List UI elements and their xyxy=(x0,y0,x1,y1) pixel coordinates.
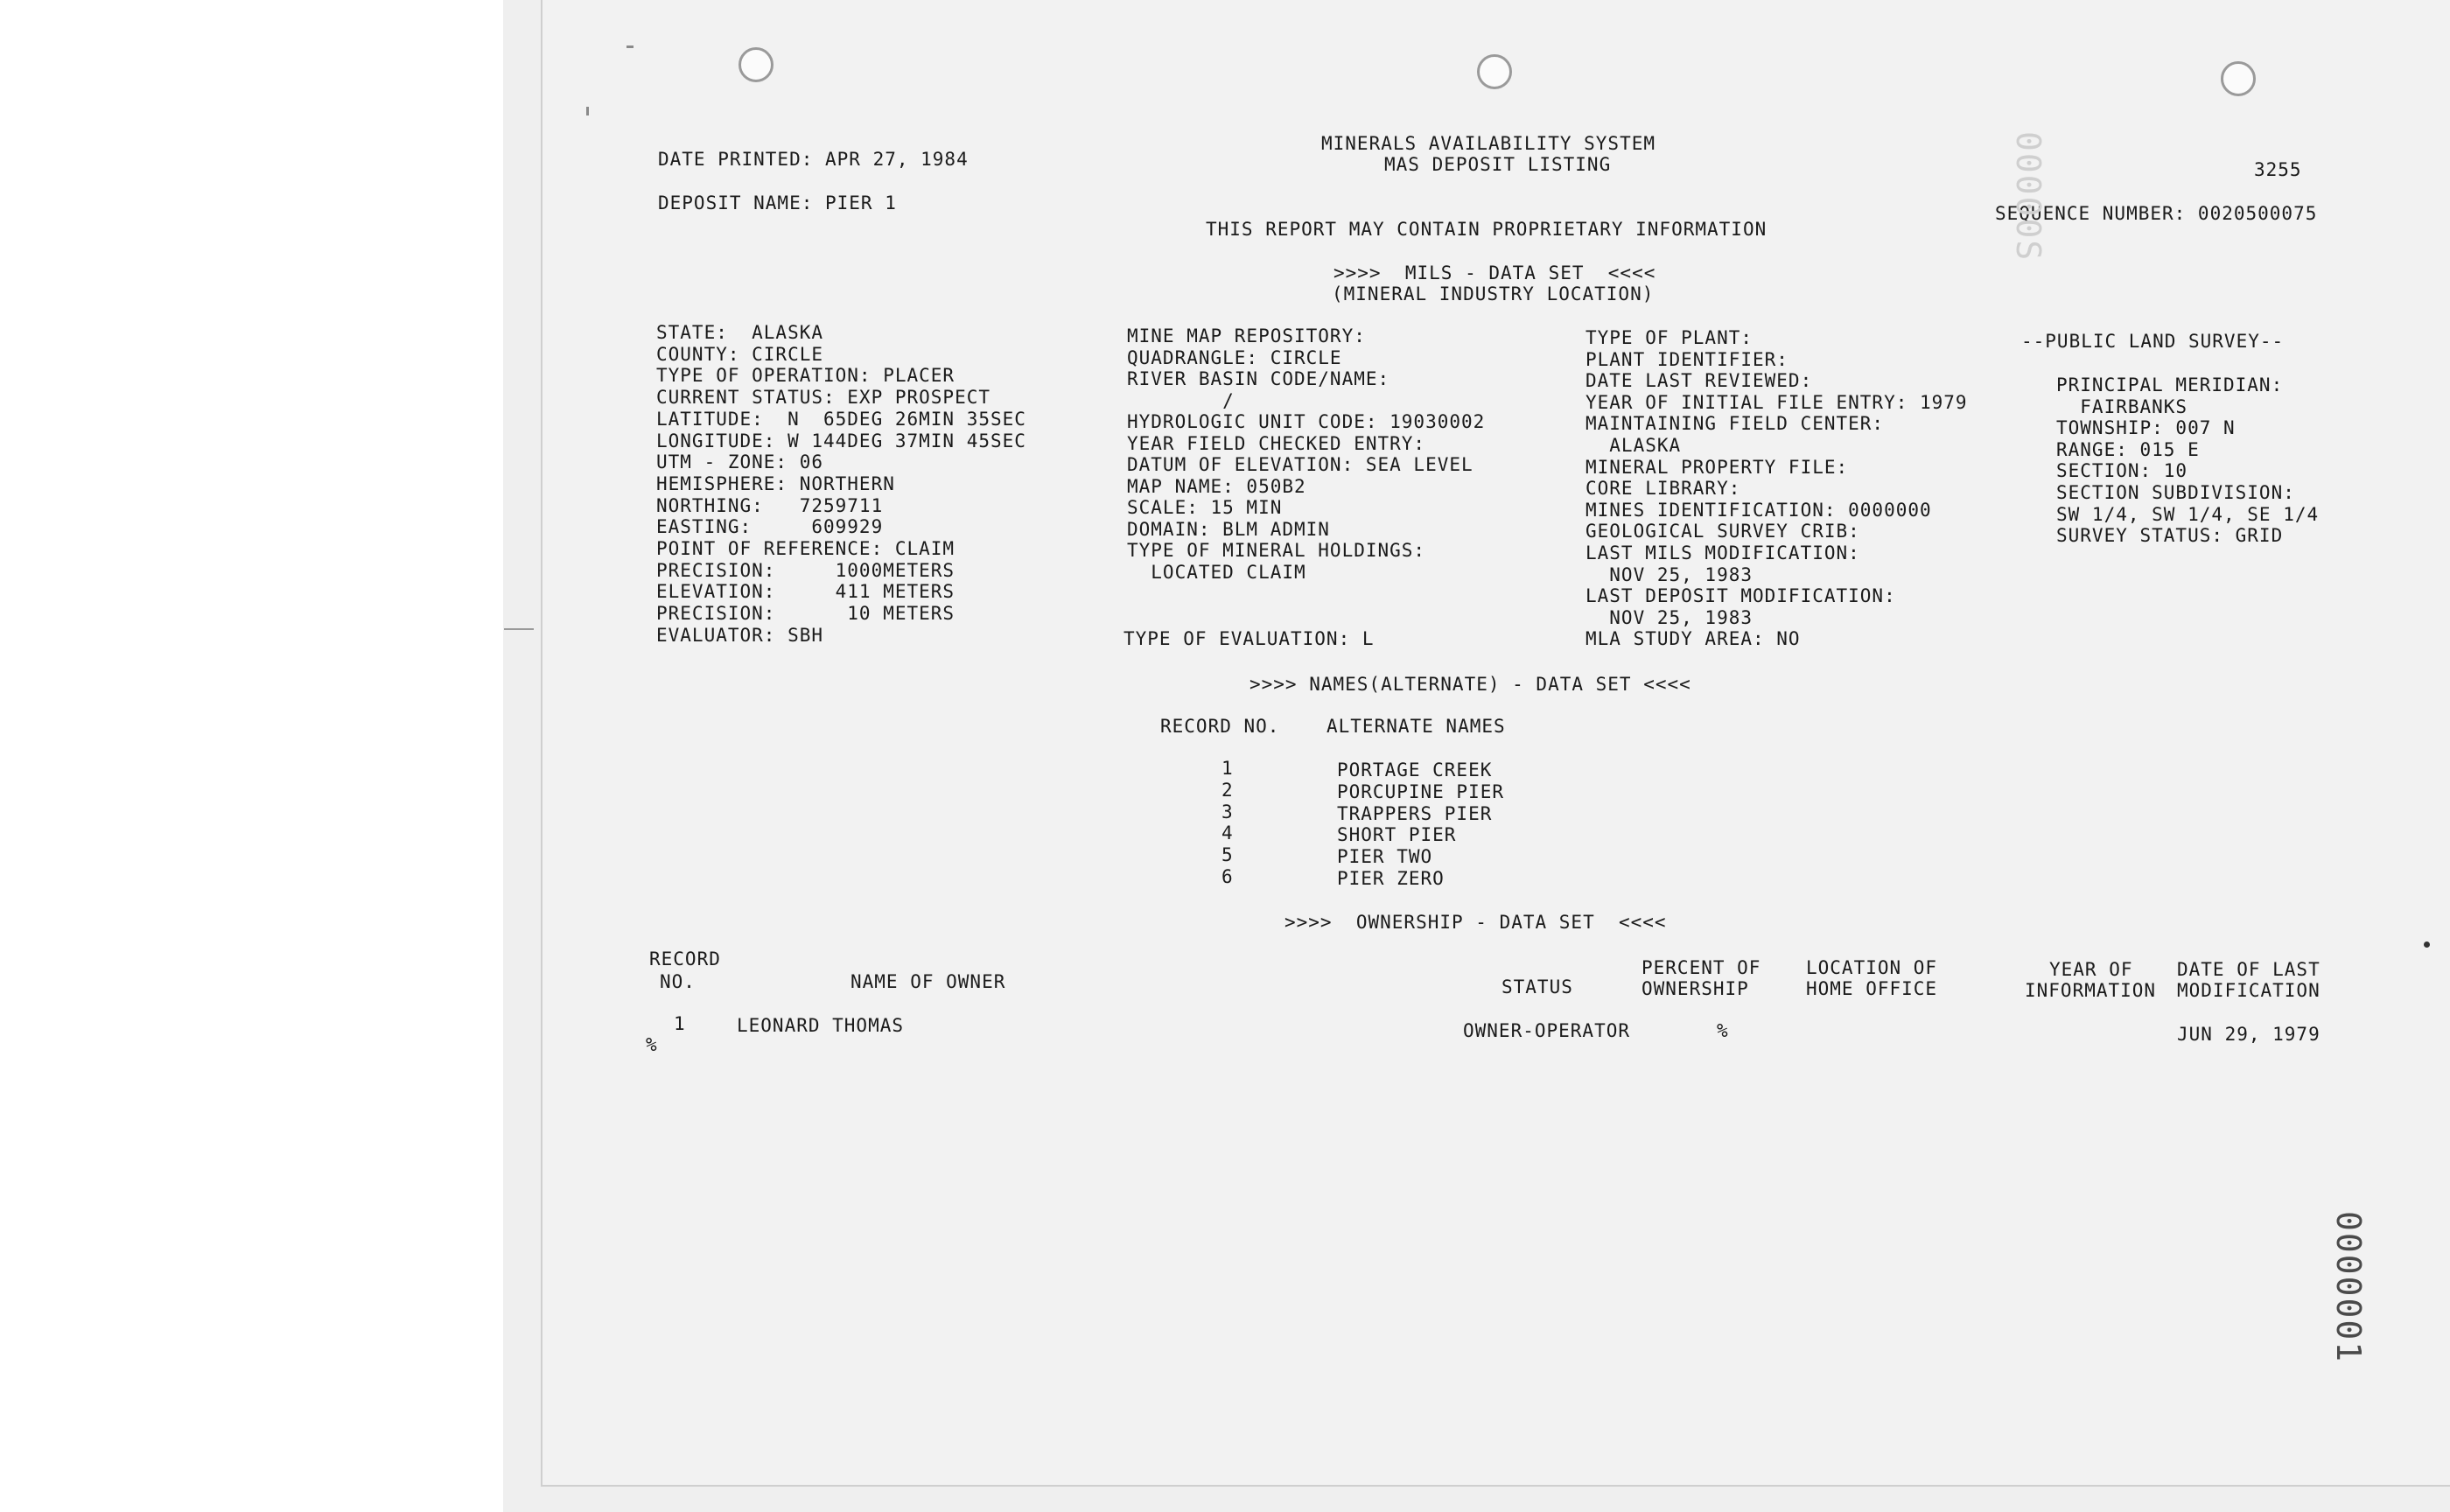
punch-hole-right xyxy=(2221,61,2256,96)
field-line: TYPE OF MINERAL HOLDINGS: xyxy=(1127,540,1426,561)
field-line: NOV 25, 1983 xyxy=(1586,606,1754,628)
field-line: ELEVATION: 411 METERS xyxy=(656,581,956,603)
field-line: ALASKA xyxy=(1586,435,1682,456)
field-line: TYPE OF OPERATION: PLACER xyxy=(656,365,956,387)
field-line: MINERAL PROPERTY FILE: xyxy=(1586,456,1849,478)
field-line: YEAR OF INITIAL FILE ENTRY: 1979 xyxy=(1586,391,1968,413)
proprietary-notice: THIS REPORT MAY CONTAIN PROPRIETARY INFORMATION xyxy=(1206,219,1768,240)
field-line: PLANT IDENTIFIER: xyxy=(1586,348,1788,370)
field-line: UTM - ZONE: 06 xyxy=(656,452,824,473)
ownership-header-year: INFORMATION xyxy=(2025,980,2157,1001)
date-printed: DATE PRINTED: APR 27, 1984 xyxy=(658,149,969,170)
field-line: MLA STUDY AREA: NO xyxy=(1586,628,1801,650)
bates-stamp-top: 00000S xyxy=(2009,131,2048,262)
ownership-header-name: NAME OF OWNER xyxy=(850,971,1006,992)
ownership-header-percent: PERCENT OF xyxy=(1642,957,1761,978)
scan-speck xyxy=(586,107,589,116)
field-line: SW 1/4, SW 1/4, SE 1/4 xyxy=(2056,503,2320,525)
field-line: HYDROLOGIC UNIT CODE: 19030002 xyxy=(1127,411,1486,432)
field-line: DOMAIN: BLM ADMIN xyxy=(1127,518,1330,540)
record-no-header: RECORD NO. xyxy=(1160,716,1280,737)
owner-name: LEONARD THOMAS xyxy=(737,1015,905,1036)
record-number: 5 xyxy=(1222,844,1234,866)
punch-hole-center xyxy=(1477,54,1512,89)
field-line: YEAR FIELD CHECKED ENTRY: xyxy=(1127,432,1426,454)
owner-extra-percent: % xyxy=(646,1034,658,1055)
alternate-name: TRAPPERS PIER xyxy=(1337,802,1493,824)
owner-record-number: 1 xyxy=(674,1013,686,1034)
ownership-header-no: NO. xyxy=(660,971,696,992)
alternate-name: SHORT PIER xyxy=(1337,824,1457,846)
field-line: MINE MAP REPOSITORY: xyxy=(1127,326,1366,346)
ownership-header-location: HOME OFFICE xyxy=(1806,978,1938,999)
mils-title: >>>> MILS - DATA SET <<<< xyxy=(1334,262,1656,284)
field-line: LONGITUDE: W 144DEG 37MIN 45SEC xyxy=(656,430,1026,452)
punch-hole-left xyxy=(738,47,774,82)
names-section-title: >>>> NAMES(ALTERNATE) - DATA SET <<<< xyxy=(1250,674,1691,695)
scan-speck xyxy=(2424,942,2430,948)
field-line: RANGE: 015 E xyxy=(2056,438,2200,460)
field-line: GEOLOGICAL SURVEY CRIB: xyxy=(1586,521,1860,542)
page-number: 3255 xyxy=(2254,159,2302,180)
sequence-number: SEQUENCE NUMBER: 0020500075 xyxy=(1995,203,2318,224)
ownership-header-year: YEAR OF xyxy=(2049,959,2133,980)
public-land-survey-title: --PUBLIC LAND SURVEY-- xyxy=(2021,331,2285,352)
field-line: SECTION: 10 xyxy=(2056,460,2188,482)
alternate-names-header: ALTERNATE NAMES xyxy=(1326,716,1506,737)
field-line: LOCATED CLAIM xyxy=(1127,561,1306,583)
field-line: PRECISION: 10 METERS xyxy=(656,603,956,625)
field-line: MINES IDENTIFICATION: 0000000 xyxy=(1586,499,1932,521)
field-line: LATITUDE: N 65DEG 26MIN 35SEC xyxy=(656,408,1026,430)
field-line: SURVEY STATUS: GRID xyxy=(2056,525,2284,547)
field-line: TOWNSHIP: 007 N xyxy=(2056,417,2236,439)
bates-stamp-bottom: 0000001 xyxy=(2329,1211,2368,1364)
field-line: SECTION SUBDIVISION: xyxy=(2056,482,2295,503)
field-line: COUNTY: CIRCLE xyxy=(656,343,824,365)
record-number: 1 xyxy=(1222,758,1234,779)
field-line: DATUM OF ELEVATION: SEA LEVEL xyxy=(1127,454,1474,475)
field-line: DATE LAST REVIEWED: xyxy=(1586,370,1813,392)
ownership-section-title: >>>> OWNERSHIP - DATA SET <<<< xyxy=(1284,912,1667,933)
system-title: MINERALS AVAILABILITY SYSTEM xyxy=(1321,133,1656,154)
field-line: / xyxy=(1127,389,1235,411)
ownership-header-status: STATUS xyxy=(1502,976,1573,998)
ownership-header-date: MODIFICATION xyxy=(2177,980,2320,1001)
listing-title: MAS DEPOSIT LISTING xyxy=(1384,154,1612,175)
field-line: RIVER BASIN CODE/NAME: xyxy=(1127,368,1390,389)
scan-speck xyxy=(626,46,634,48)
field-line: EVALUATOR: SBH xyxy=(656,624,824,646)
alternate-name: PIER ZERO xyxy=(1337,868,1445,889)
document-page xyxy=(541,0,2450,1487)
field-line: QUADRANGLE: CIRCLE xyxy=(1127,346,1342,368)
mils-subtitle: (MINERAL INDUSTRY LOCATION) xyxy=(1332,284,1655,304)
owner-modification-date: JUN 29, 1979 xyxy=(2177,1024,2320,1045)
record-number: 6 xyxy=(1222,866,1234,887)
alternate-name: PORTAGE CREEK xyxy=(1337,760,1493,780)
record-number: 4 xyxy=(1222,822,1234,844)
field-line: TYPE OF PLANT: xyxy=(1586,327,1754,348)
field-line: SCALE: 15 MIN xyxy=(1127,497,1283,518)
field-line: MAINTAINING FIELD CENTER: xyxy=(1586,413,1885,435)
field-line: NOV 25, 1983 xyxy=(1586,564,1754,585)
field-line: MAP NAME: 050B2 xyxy=(1127,475,1306,497)
ownership-header-record: RECORD xyxy=(649,948,721,970)
field-line: CURRENT STATUS: EXP PROSPECT xyxy=(656,387,991,409)
field-line: LAST MILS MODIFICATION: xyxy=(1586,542,1860,564)
field-line: STATE: ALASKA xyxy=(656,322,824,343)
ownership-header-percent: OWNERSHIP xyxy=(1642,978,1749,999)
type-of-evaluation: TYPE OF EVALUATION: L xyxy=(1124,628,1375,649)
alternate-name: PIER TWO xyxy=(1337,846,1433,868)
field-line: EASTING: 609929 xyxy=(656,516,884,538)
field-line: LAST DEPOSIT MODIFICATION: xyxy=(1586,585,1896,607)
alternate-name: PORCUPINE PIER xyxy=(1337,780,1505,802)
ownership-header-date: DATE OF LAST xyxy=(2177,959,2320,980)
ownership-header-location: LOCATION OF xyxy=(1806,957,1938,978)
field-line: PRINCIPAL MERIDIAN: xyxy=(2056,374,2284,396)
field-line: POINT OF REFERENCE: CLAIM xyxy=(656,538,956,559)
field-line: NORTHING: 7259711 xyxy=(656,494,884,516)
record-number: 3 xyxy=(1222,801,1234,822)
field-line: HEMISPHERE: NORTHERN xyxy=(656,472,895,494)
deposit-name: DEPOSIT NAME: PIER 1 xyxy=(658,192,897,214)
record-number: 2 xyxy=(1222,779,1234,801)
field-line: CORE LIBRARY: xyxy=(1586,478,1741,500)
field-line: PRECISION: 1000METERS xyxy=(656,559,956,581)
scan-line xyxy=(504,628,534,630)
owner-percent: % xyxy=(1717,1020,1729,1041)
field-line: FAIRBANKS xyxy=(2056,396,2188,417)
owner-status: OWNER-OPERATOR xyxy=(1463,1020,1631,1041)
